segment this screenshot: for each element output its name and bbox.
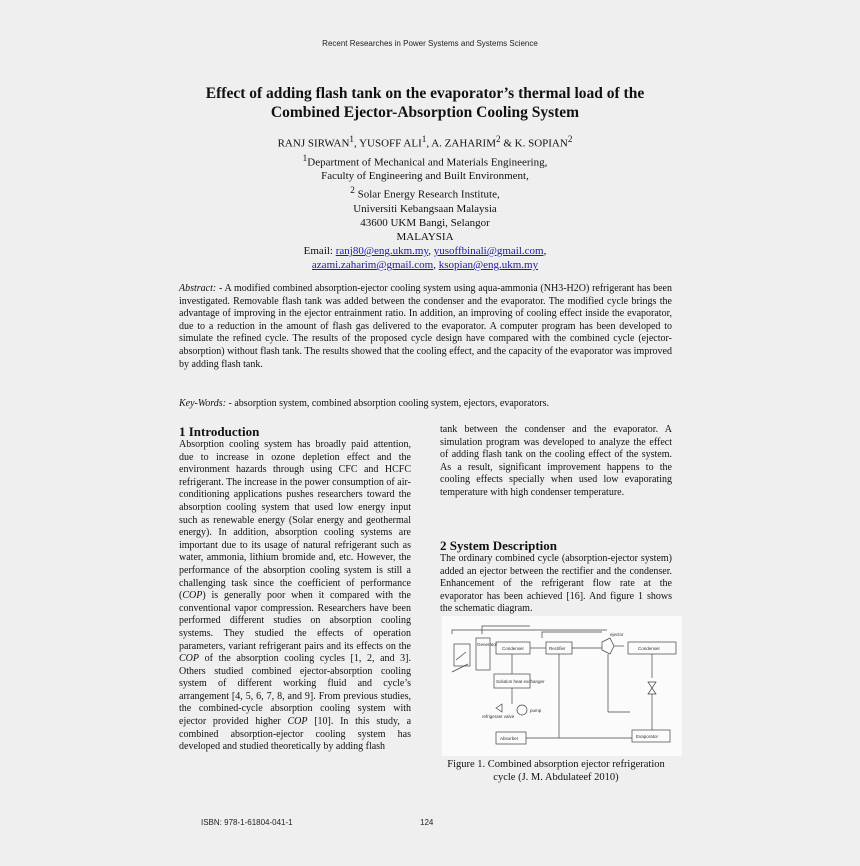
figure-caption [440,758,672,784]
author-name: & K. SOPIAN [500,137,568,150]
separator: , [433,258,439,271]
separator: , [428,244,434,257]
schematic-figure [442,616,682,756]
intro-right-column: tank between the condenser and the evaporator. A simulation program was developed to analyze the effect of adding flash tank on the cooling effect of the system. As a result, significant improvement happens to the cooling effects specially when used low evaporating temperature with high condenser temperature. [440,424,672,498]
abstract [179,283,672,371]
section-heading-system-description: 2 System Description [440,538,557,553]
author-name: , YUSOFF ALI [354,137,422,150]
cop-term: COP [179,653,199,665]
author-line [200,132,650,151]
body-text: of the absorption cooling cycles [1, 2, and 3]. Others studied combined ejector-absorption cooling system of different working fluid and cycle’s arrangement [4, 5, 6, 7, 8, and 9]. From previous studies, the combined-cycle absorption cooling system with ejector provided higher [179,653,411,728]
figure-label-left-condenser: Condenser [502,646,525,651]
running-header: Recent Researches in Power Systems and Systems Science [322,39,538,48]
cop-term: COP [182,590,203,602]
keywords-text: - absorption system, combined absorption cooling system, ejectors, evaporators. [226,398,550,409]
email-link-1[interactable]: ranj80@eng.ukm.my [335,244,429,257]
figure-label-ejector: ejector [610,632,624,637]
figure-label-solution-heat-exchanger: Solution heat exchanger [496,679,545,684]
abstract-label: Abstract: [179,283,217,294]
author-block [200,132,650,272]
keywords [179,398,672,411]
affiliation-line [200,183,650,202]
affiliation-line: Faculty of Engineering and Built Environment, [321,170,529,183]
figure-label-condenser: Condenser [638,646,661,651]
affiliation-line: Universiti Kebangsaan Malaysia [353,202,497,215]
email-line [200,244,650,258]
affiliation-line: MALAYSIA [396,230,454,243]
title-line-2: Combined Ejector-Absorption Cooling System [270,104,580,121]
section-heading-introduction: 1 Introduction [179,424,260,439]
page-number: 124 [420,818,434,827]
caption-line-2: cycle (J. M. Abdulateef 2010) [493,772,619,783]
footer-isbn: ISBN: 978-1-61804-041-1 [201,818,293,827]
title-line-1: Effect of adding flash tank on the evaporator’s thermal load of the [205,85,645,102]
email-link-3[interactable]: azami.zaharim@gmail.com [311,258,434,271]
caption-line-1: Figure 1. Combined absorption ejector refrigeration [447,759,665,770]
affiliation-sup: 1 [302,152,308,163]
paper-title [150,84,700,122]
body-text: Absorption cooling system has broadly paid attention, due to increase in ozone depletion effect and the environment hazards through using CFC and HCFC refrigerant. The increase in the power consumption of air-conditioning applications pushes researchers toward the absorption cooling system that used low energy input such as renewable energy (Solar energy and geothermal energy). In addition, absorption cooling systems are important due to its usage of natural refrigerant such as water, ammonia, lithium bromide and, etc. However, the performance of the absorption cooling system is still a challenging task since the coefficient of performance ( [179,439,411,602]
author-sup: 1 [349,134,354,144]
body-text: [10]. In this study, a combined absorption-ejector cooling system has developed and studied theoretically by adding flash [179,716,412,753]
figure-label-absorber: Absorber [500,736,519,741]
affiliation-text: Solar Energy Research Institute, [354,188,500,201]
figure-label-evaporator: Evaporator [636,734,659,739]
figure-label-pump: pump [530,708,542,713]
system-description-text: The ordinary combined cycle (absorption-ejector system) added an ejector between the rectifier and the condenser. Enhancement of the refrigerant flow rate at the evaporator has been achieved [16]. And figure 1 shows the schematic diagram. [440,553,672,615]
author-sup: 2 [496,134,501,144]
email-line [200,258,650,272]
figure-label-rectifier: Rectifier [549,646,566,651]
author-name: RANJ SIRWAN [277,137,350,150]
body-text: ) is generally poor when it compared with the conventional vapor compression. Researchers have been performed different studies on absorption cooling systems. They studied the effects of operation parameters, variant refrigerant pairs and its effects on the [179,590,411,652]
affiliation-text: Department of Mechanical and Materials Engineering, [307,156,548,169]
author-sup: 2 [567,134,573,144]
email-link-2[interactable]: yusoffbinali@gmail.com [433,244,544,257]
email-link-4[interactable]: ksopian@eng.ukm.my [438,258,539,271]
author-name: , A. ZAHARIM [426,137,496,150]
cop-term: COP [287,716,308,728]
figure-label-generator: Generator [477,642,498,647]
affiliation-line [200,151,650,170]
author-sup: 1 [421,134,427,144]
figure-label-refrigerant-valve: refrigerant valve [482,714,515,719]
affiliation-sup: 2 [350,185,355,196]
affiliation-line: 43600 UKM Bangi, Selangor [360,216,490,229]
keywords-label: Key-Words: [179,398,227,409]
schematic-diagram [442,616,682,756]
abstract-text: - A modified combined absorption-ejector cooling system using aqua-ammonia (NH3-H2O) refrigerant has been investigated. Removable flash tank was added between the condenser and the evaporator. The modified cycle brings the advantage of improving in the ejector entrainment ratio. In addition, an improving of cooling effect inside the evaporator, due to a reduction in the amount of flash gas delivered to the evaporator. A computer program has been developed to simulate the refined cycle. The results of the proposed cycle design have compared with the combined cycle (ejector-absorption) without flash tank. The results showed that the cooling effect, and the capacity of the evaporator was improved by adding flash tank. [179,283,672,370]
intro-left-column [179,439,411,754]
email-label: Email: [303,244,336,257]
separator: , [543,244,547,257]
